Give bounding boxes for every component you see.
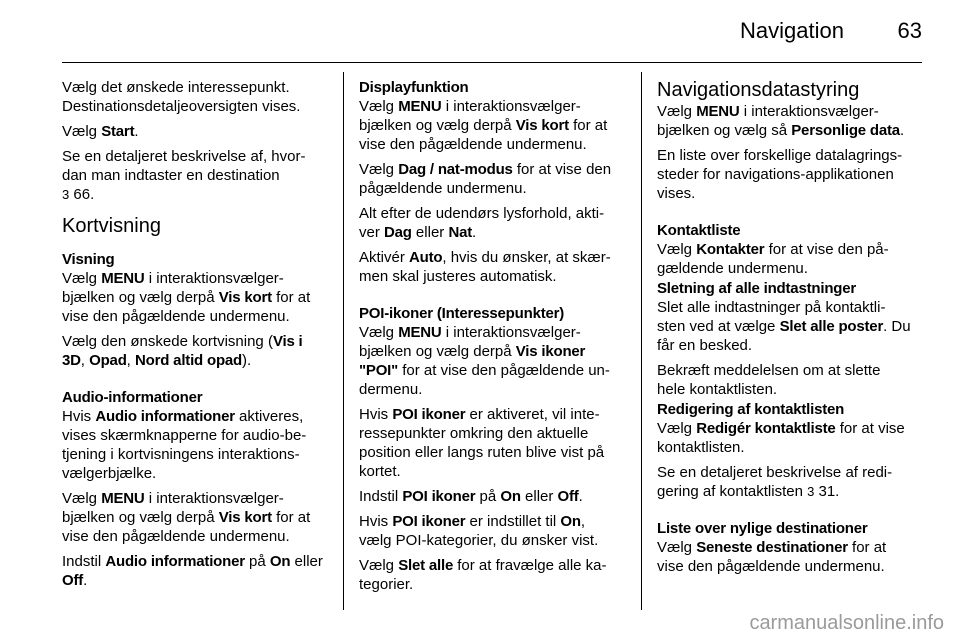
text: Vælg den ønskede kortvisning ( [62, 333, 273, 350]
text: for at [568, 117, 608, 134]
text-line: Se en detaljeret beskrivelse af, hvor- [62, 148, 306, 165]
menu-term: On [269, 553, 291, 570]
text-line: kontaktlisten. [657, 439, 745, 456]
cross-reference-arrow-icon: 3 [62, 187, 70, 202]
text: er indstillet til [465, 513, 561, 530]
paragraph [657, 102, 927, 140]
text-line: position eller langs ruten blive vist på [359, 444, 605, 461]
text-line: vælg POI-kategorier, du ønsker vist. [359, 532, 599, 549]
text: eller [290, 553, 323, 570]
menu-term: POI ikoner [392, 513, 466, 530]
paragraph [657, 463, 927, 501]
paragraph [657, 146, 927, 203]
menu-term: Seneste destinationer [696, 539, 848, 556]
subheading: Liste over nylige destinationer [657, 520, 868, 537]
text: Vælg [62, 270, 102, 287]
column-divider-1 [343, 72, 344, 610]
text-line: Bekræft meddelelsen om at slette [657, 362, 881, 379]
text: for at [271, 509, 311, 526]
text-line: Alt efter de udendørs lysforhold, akti- [359, 205, 605, 222]
menu-term: Audio informationer [95, 408, 235, 425]
text-line: vise den pågældende undermenu. [657, 558, 885, 575]
text: for at vise den på- [764, 241, 889, 258]
menu-term: MENU [398, 98, 442, 115]
text: bjælken og vælg derpå [62, 289, 219, 306]
text: ). [242, 352, 252, 369]
text-line: tjening i kortvisningens interaktions- [62, 446, 300, 463]
text: , [580, 513, 586, 530]
text-line: Vælg det ønskede interessepunkt. [62, 79, 290, 96]
text: er aktiveret, vil inte- [465, 406, 600, 423]
menu-term: POI ikoner [402, 488, 476, 505]
column-1 [62, 78, 330, 596]
menu-term: Slet alle poster [779, 318, 884, 335]
menu-term: Vis ikoner [515, 343, 586, 360]
text: Vælg [359, 557, 399, 574]
paragraph [62, 552, 330, 590]
subheading: POI-ikoner (Interessepunkter) [359, 305, 565, 322]
subheading: Audio-informationer [62, 389, 203, 406]
menu-term: Dag / nat-modus [398, 161, 513, 178]
paragraph [62, 332, 330, 370]
column-2 [359, 78, 627, 600]
paragraph [62, 489, 330, 546]
text-line: men skal justeres automatisk. [359, 268, 557, 285]
text: for at vise [835, 420, 905, 437]
text: Vælg [657, 241, 697, 258]
menu-term: Start [101, 123, 135, 140]
text: sten ved at vælge [657, 318, 780, 335]
text: . [578, 488, 583, 505]
text: i interaktionsvælger- [144, 270, 284, 287]
menu-term: Audio informationer [105, 553, 245, 570]
text: Vælg [62, 490, 102, 507]
menu-term: MENU [101, 490, 145, 507]
menu-term: Nord altid opad [135, 352, 243, 369]
paragraph [359, 487, 627, 506]
paragraph [359, 97, 627, 154]
text: Hvis [359, 406, 393, 423]
text: . [899, 122, 905, 139]
subheading: Redigering af kontaktlisten [657, 401, 845, 418]
text: bjælken og vælg derpå [359, 343, 516, 360]
text: eller [411, 224, 449, 241]
column-divider-2 [641, 72, 642, 610]
text: , hvis du ønsker, at skær- [442, 249, 611, 266]
text: gering af kontaktlisten [657, 483, 808, 500]
text: i interaktionsvælger- [441, 324, 581, 341]
text-line: ressepunkter omkring den aktuelle [359, 425, 589, 442]
text: bjælken og vælg så [657, 122, 792, 139]
subheading: Kontaktliste [657, 222, 741, 239]
paragraph [359, 323, 627, 399]
menu-term: Vis kort [515, 117, 569, 134]
text-line: tegorier. [359, 576, 414, 593]
text: Hvis [62, 408, 96, 425]
menu-term: Off [557, 488, 579, 505]
text: . [472, 224, 477, 241]
menu-term: "POI" [359, 362, 399, 379]
menu-term: Vis kort [218, 509, 272, 526]
menu-term: 3D [62, 352, 81, 369]
paragraph [359, 248, 627, 286]
text: Indstil [359, 488, 403, 505]
text-line: steder for navigations-applikationen [657, 166, 894, 183]
text: bjælken og vælg derpå [62, 509, 219, 526]
text: aktiveres, [234, 408, 304, 425]
paragraph [62, 407, 330, 483]
text: 31. [814, 483, 840, 500]
menu-term: Vis kort [218, 289, 272, 306]
text-line: dermenu. [359, 381, 423, 398]
text: for at fravælge alle ka- [453, 557, 607, 574]
paragraph [359, 160, 627, 198]
cross-reference-arrow-icon: 3 [807, 484, 815, 499]
text: i interaktionsvælger- [144, 490, 284, 507]
menu-term: Slet alle [398, 557, 454, 574]
menu-term: MENU [696, 103, 740, 120]
text: , [80, 352, 90, 369]
text: for at [271, 289, 311, 306]
menu-term: Opad [89, 352, 127, 369]
text-line: hele kontaktlisten. [657, 381, 778, 398]
paragraph [359, 512, 627, 550]
column-3 [657, 78, 927, 582]
text-line: vise den pågældende undermenu. [62, 528, 290, 545]
header-rule [62, 62, 922, 63]
menu-term: Personlige data [791, 122, 900, 139]
text: Vælg [62, 123, 102, 140]
text: Hvis [359, 513, 393, 530]
text: . [83, 572, 88, 589]
menu-term: Kontakter [696, 241, 765, 258]
paragraph [657, 419, 927, 457]
text: Indstil [62, 553, 106, 570]
text-line: Slet alle indtastninger på kontaktli- [657, 299, 886, 316]
text: i interaktionsvælger- [739, 103, 879, 120]
paragraph [62, 269, 330, 326]
text: Vælg [657, 539, 697, 556]
text-line: vise den pågældende undermenu. [359, 136, 587, 153]
text-line: Destinationsdetaljeoversigten vises. [62, 98, 301, 115]
subheading: Displayfunktion [359, 79, 469, 96]
text: Vælg [359, 98, 399, 115]
subheading: Visning [62, 251, 115, 268]
text: Vælg [359, 161, 399, 178]
paragraph [359, 556, 627, 594]
text-line: kortet. [359, 463, 401, 480]
text: Vælg [657, 103, 697, 120]
menu-term: Off [62, 572, 84, 589]
page-number: 63 [897, 18, 922, 43]
text: for at vise den [512, 161, 612, 178]
text: Vælg [657, 420, 697, 437]
paragraph [657, 240, 927, 278]
text-line: dan man indtaster en destination [62, 167, 280, 184]
menu-term: Auto [409, 249, 443, 266]
text-line: En liste over forskellige datalagrings- [657, 147, 903, 164]
menu-term: POI ikoner [392, 406, 466, 423]
paragraph [657, 538, 927, 576]
text-line: vises. [657, 185, 696, 202]
text: 66. [69, 186, 95, 203]
paragraph [359, 405, 627, 481]
text: på [475, 488, 501, 505]
text: for at vise den pågældende un- [398, 362, 610, 379]
text: . Du [883, 318, 911, 335]
text-line: får en besked. [657, 337, 753, 354]
paragraph [62, 122, 330, 141]
menu-term: Redigér kontaktliste [696, 420, 836, 437]
text-line: pågældende undermenu. [359, 180, 527, 197]
menu-term: MENU [398, 324, 442, 341]
text-line: vise den pågældende undermenu. [62, 308, 290, 325]
paragraph [359, 204, 627, 242]
text-line: gældende undermenu. [657, 260, 808, 277]
text: , [126, 352, 136, 369]
text: i interaktionsvælger- [441, 98, 581, 115]
text: Aktivér [359, 249, 410, 266]
menu-term: MENU [101, 270, 145, 287]
menu-term: Nat [448, 224, 473, 241]
text-line: vælgerbjælke. [62, 465, 157, 482]
menu-term: On [500, 488, 521, 505]
section-heading: Kortvisning [62, 215, 161, 237]
paragraph [657, 298, 927, 355]
text: eller [520, 488, 558, 505]
menu-term: Dag [384, 224, 412, 241]
text: på [244, 553, 270, 570]
text: Vælg [359, 324, 399, 341]
text-line: Se en detaljeret beskrivelse af redi- [657, 464, 893, 481]
text-line: vises skærmknapperne for audio-be- [62, 427, 307, 444]
text: ver [359, 224, 385, 241]
paragraph [62, 78, 330, 116]
page-header-title: Navigation [740, 18, 844, 43]
watermark: carmanualsonline.info [749, 612, 944, 634]
text: bjælken og vælg derpå [359, 117, 516, 134]
subheading: Sletning af alle indtastninger [657, 280, 857, 297]
menu-term: Vis i [272, 333, 303, 350]
text: . [134, 123, 139, 140]
menu-term: On [560, 513, 581, 530]
paragraph [62, 147, 330, 204]
section-heading: Navigationsdatastyring [657, 79, 860, 101]
text: for at [847, 539, 887, 556]
paragraph [657, 361, 927, 399]
